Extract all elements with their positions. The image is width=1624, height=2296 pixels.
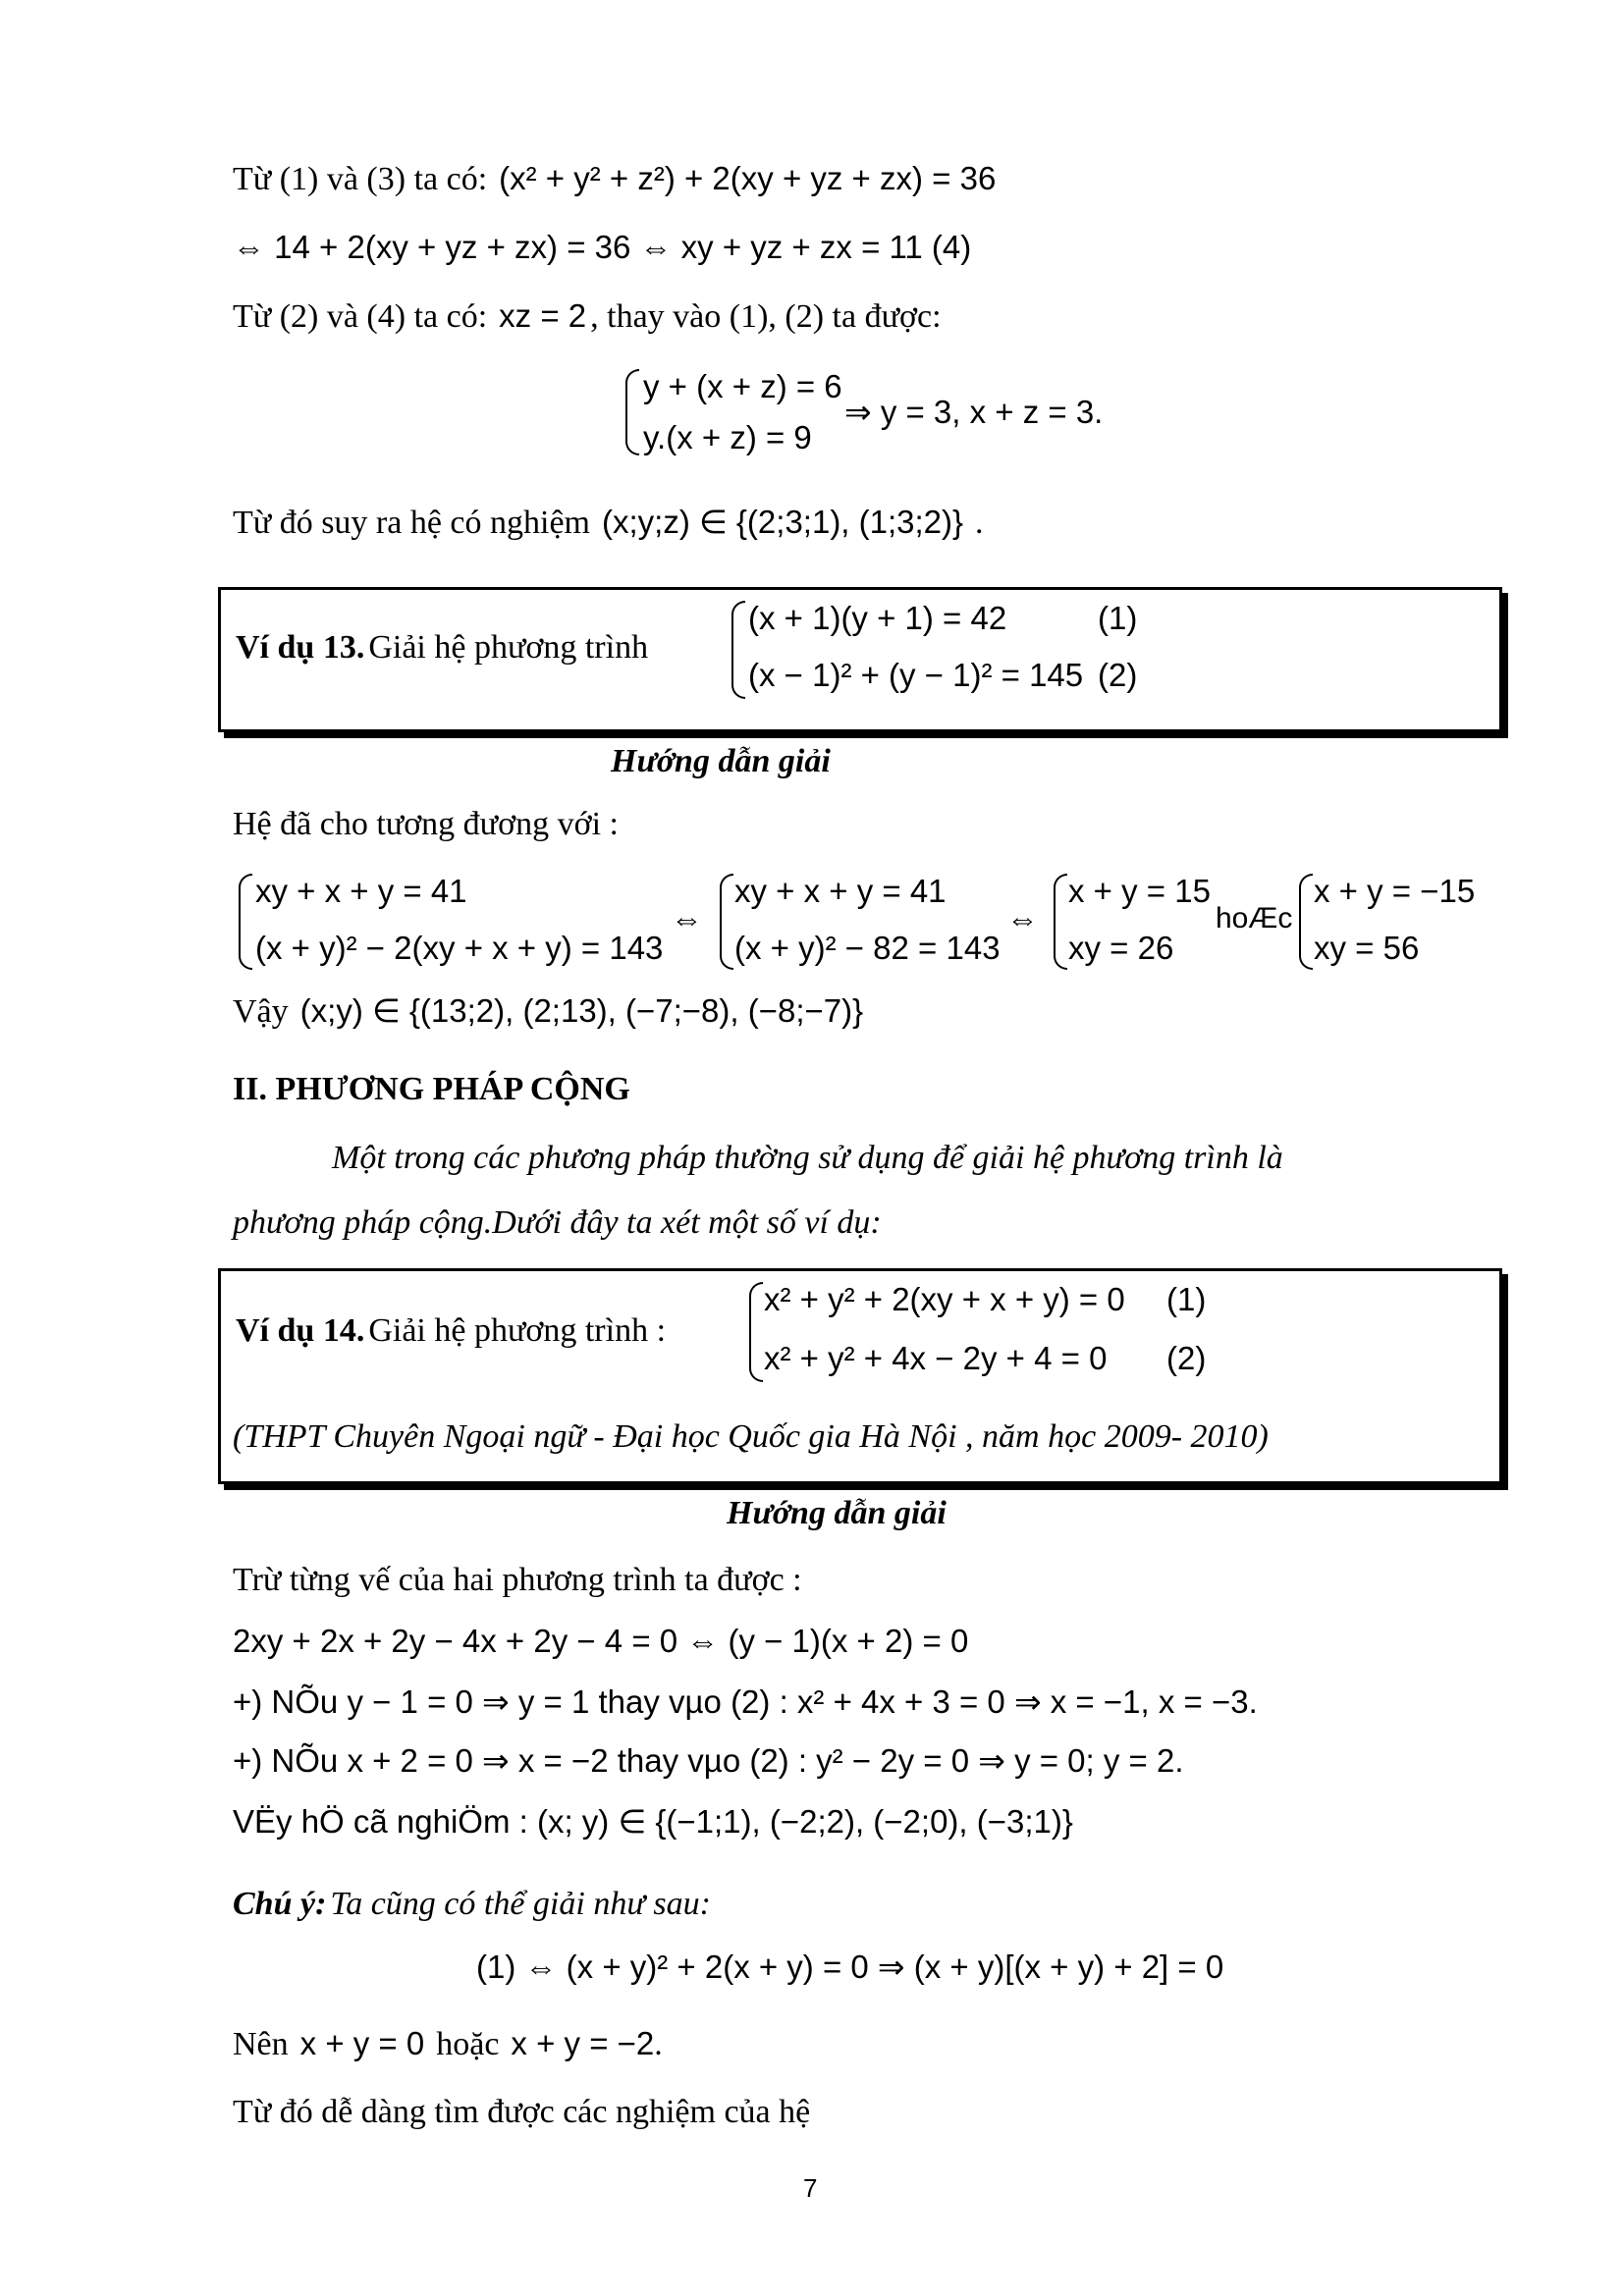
paragraph-line-2: phương pháp cộng.Dưới đây ta xét một số ví dụ: [233, 1204, 882, 1241]
example-14-heading [236, 1311, 666, 1351]
note-equation: (1) ⇔ (x + y)² + 2(x + y) = 0 ⇒ (x + y)[(x + y) + 2] = 0 [476, 1949, 1224, 1985]
guide-heading: Hướng dẫn giải [727, 1495, 947, 1531]
note-label: Chú ý: [233, 1886, 327, 1922]
section-title: II. PHƯƠNG PHÁP CỘNG [233, 1071, 630, 1107]
equation-2: (x − 1)² + (y − 1)² = 145 [748, 657, 1084, 693]
equation: xz = 2 [499, 297, 587, 334]
text: hoặc [436, 2026, 500, 2062]
text-line: Hệ đã cho tương đương với : [233, 806, 619, 842]
text: Từ đó suy ra hệ có nghiệm [233, 505, 591, 541]
example-text: Giải hệ phương trình : [368, 1312, 667, 1349]
example-13-heading [236, 628, 648, 667]
text-line: Từ đó dễ dàng tìm được các nghiệm của hệ [233, 2094, 811, 2130]
page-number: 7 [803, 2173, 818, 2203]
equation: x + y = −2 [511, 2025, 655, 2061]
system-eq1: y + (x + z) = 6 [643, 368, 842, 404]
line-tu-2-4 [233, 296, 942, 337]
text: . [975, 505, 984, 541]
example-text: Giải hệ phương trình [368, 629, 649, 666]
equation-1: (x + 1)(y + 1) = 42 [748, 600, 1007, 636]
source-citation: (THPT Chuyên Ngoại ngữ - Đại học Quốc gia Hà Nội , năm học 2009- 2010) [233, 1418, 1269, 1455]
equation: (x² + y² + z²) + 2(xy + yz + zx) = 36 [499, 160, 997, 196]
equiv-arrow: ⇔ [671, 900, 703, 936]
text: . [654, 2026, 663, 2062]
text: Vậy [233, 993, 289, 1030]
example-label: Ví dụ 14. [236, 1312, 365, 1349]
equation: x + y = 0 [299, 2025, 425, 2061]
equation-line: +) NÕu y − 1 = 0 ⇒ y = 1 thay vµo (2) : x² + 4x + 3 = 0 ⇒ x = −1, x = −3. [233, 1683, 1258, 1720]
text: Từ (2) và (4) ta có: [233, 298, 488, 335]
system-a-eq2: (x + y)² − 2(xy + x + y) = 143 [255, 930, 664, 966]
brace [1054, 874, 1067, 970]
text: Từ (1) và (3) ta có: [233, 161, 488, 197]
solution-line: VËy hÖ cã nghiÖm : (x; y) ∈ {(−1;1), (−2;2), (−2;0), (−3;1)} [233, 1803, 1073, 1840]
paragraph-line-1: Một trong các phương pháp thường sử dụng để giải hệ phương trình là [332, 1140, 1283, 1176]
equation-2: x² + y² + 4x − 2y + 4 = 0 [764, 1340, 1108, 1376]
equation-1-number: (1) [1098, 600, 1138, 636]
equation-line: 2xy + 2x + 2y − 4x + 2y − 4 = 0 ⇔ (y − 1)(x + 2) = 0 [233, 1623, 969, 1659]
equation-line: ⇔ 14 + 2(xy + yz + zx) = 36 ⇔ xy + yz + zx = 11 (4) [233, 229, 972, 265]
line-nen [233, 2024, 663, 2064]
text: , thay vào (1), (2) ta được: [590, 298, 942, 335]
equation-1-number: (1) [1166, 1281, 1207, 1317]
system-eq2: y.(x + z) = 9 [643, 419, 812, 455]
brace [749, 1282, 763, 1382]
example-label: Ví dụ 13. [236, 629, 365, 666]
system-result: ⇒ y = 3, x + z = 3. [844, 394, 1104, 430]
brace [239, 874, 252, 970]
guide-heading: Hướng dẫn giải [611, 743, 831, 779]
system-a-eq1: xy + x + y = 41 [255, 873, 467, 909]
system-b-eq2: (x + y)² − 82 = 143 [734, 930, 1001, 966]
system-c-eq1: x + y = 15 [1068, 873, 1211, 909]
equation: (x;y;z) ∈ {(2;3;1), (1;3;2)} [602, 504, 964, 540]
line-tu-1-3 [233, 159, 996, 199]
note-line [233, 1885, 711, 1924]
equation-2-number: (2) [1166, 1340, 1207, 1376]
note-text: Ta cũng có thể giải như sau: [330, 1886, 711, 1922]
system-b-eq1: xy + x + y = 41 [734, 873, 947, 909]
equation-2-number: (2) [1098, 657, 1138, 693]
equation: (x;y) ∈ {(13;2), (2;13), (−7;−8), (−8;−7)} [299, 992, 864, 1029]
brace [625, 369, 639, 455]
line-vay [233, 991, 863, 1032]
brace [731, 601, 745, 699]
text: Nên [233, 2026, 289, 2062]
system-d-eq2: xy = 56 [1314, 930, 1420, 966]
brace [720, 874, 733, 970]
brace [1299, 874, 1313, 970]
system-d-eq1: x + y = −15 [1314, 873, 1476, 909]
or-word: hoÆc [1216, 902, 1293, 934]
line-solution [233, 503, 984, 543]
system-c-eq2: xy = 26 [1068, 930, 1174, 966]
text-line: Trừ từng vế của hai phương trình ta được : [233, 1562, 802, 1598]
equiv-arrow: ⇔ [1006, 900, 1039, 936]
equation-line: +) NÕu x + 2 = 0 ⇒ x = −2 thay vµo (2) : y² − 2y = 0 ⇒ y = 0; y = 2. [233, 1742, 1184, 1779]
equation-1: x² + y² + 2(xy + x + y) = 0 [764, 1281, 1125, 1317]
